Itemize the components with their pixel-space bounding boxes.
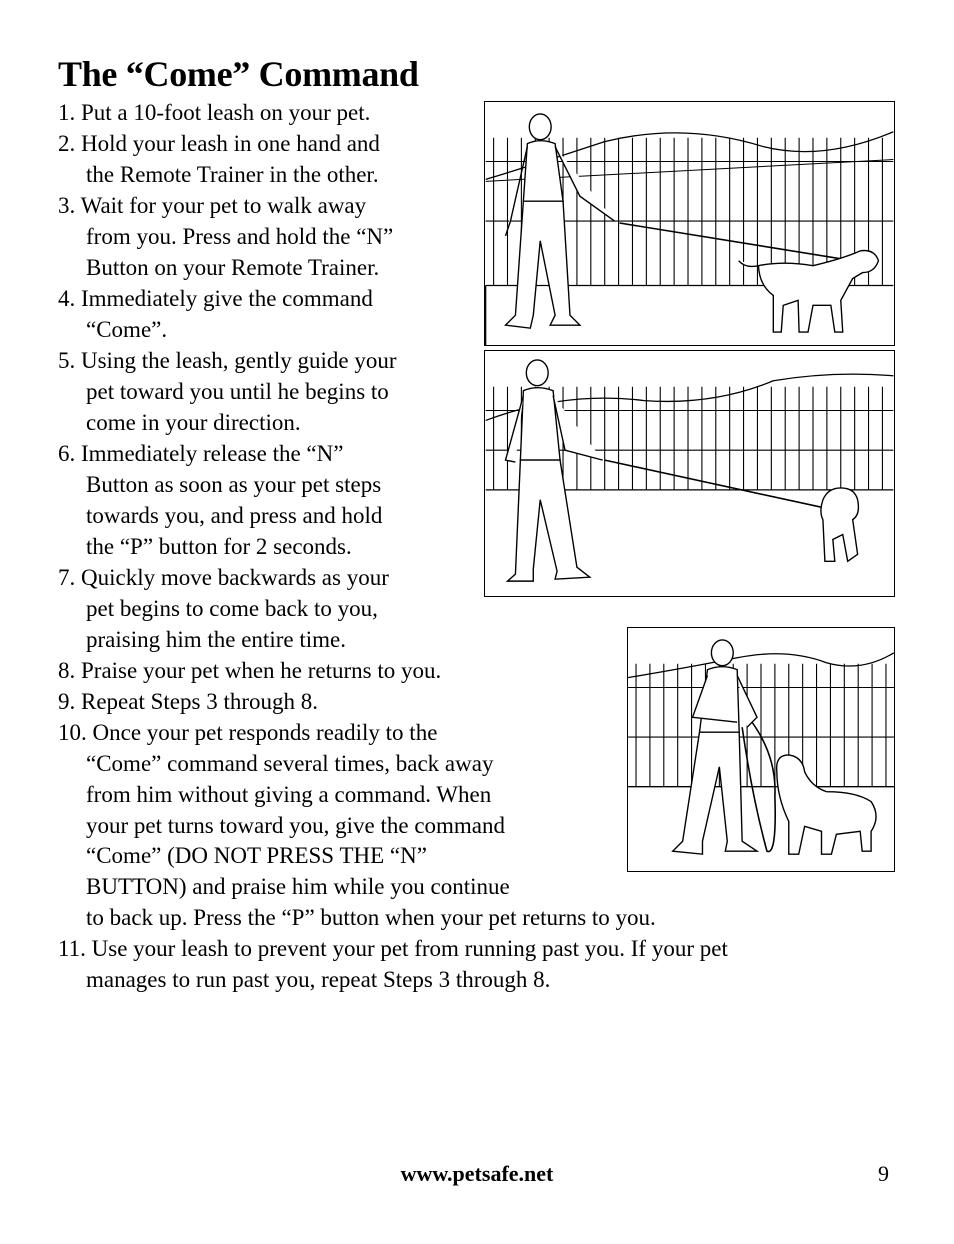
step-5: 5. Using the leash, gently guide your <box>58 348 397 373</box>
step-7-cont: pet begins to come back to you, <box>86 596 378 621</box>
illustration-leash-walk-away <box>484 101 895 346</box>
step-5-cont: come in your direction. <box>86 410 301 435</box>
step-10-cont: from him without giving a command. When <box>86 782 492 807</box>
footer-url: www.petsafe.net <box>400 1161 554 1186</box>
step-9: 9. Repeat Steps 3 through 8. <box>58 689 318 714</box>
step-10-cont: to back up. Press the “P” button when your pet returns to you. <box>86 905 656 930</box>
page-number: 9 <box>878 1161 889 1186</box>
step-2: 2. Hold your leash in one hand and <box>58 131 380 156</box>
step-3-cont: Button on your Remote Trainer. <box>86 255 380 280</box>
step-6-cont: Button as soon as your pet steps <box>86 472 382 497</box>
step-7-cont: praising him the entire time. <box>86 627 346 652</box>
step-6-cont: towards you, and press and hold <box>86 503 383 528</box>
step-4-cont: “Come”. <box>86 317 168 342</box>
step-6-cont: the “P” button for 2 seconds. <box>86 534 352 559</box>
step-10: 10. Once your pet responds readily to the <box>58 720 438 745</box>
step-8: 8. Praise your pet when he returns to you. <box>58 658 442 683</box>
step-10-cont: your pet turns toward you, give the command <box>86 813 506 838</box>
step-10-cont: “Come” command several times, back away <box>86 751 494 776</box>
step-3: 3. Wait for your pet to walk away <box>58 193 367 218</box>
step-7: 7. Quickly move backwards as your <box>58 565 389 590</box>
step-6: 6. Immediately release the “N” <box>58 441 344 466</box>
step-10-cont: BUTTON) and praise him while you continue <box>86 874 510 899</box>
step-2-cont: the Remote Trainer in the other. <box>86 162 379 187</box>
step-5-cont: pet toward you until he begins to <box>86 379 389 404</box>
step-11: 11. Use your leash to prevent your pet from running past you. If your pet <box>58 936 728 961</box>
step-10-cont: “Come” (DO NOT PRESS THE “N” <box>86 843 427 868</box>
page-title: The “Come” Command <box>58 54 419 94</box>
illustration-dog-returns <box>627 627 895 872</box>
step-4: 4. Immediately give the command <box>58 286 373 311</box>
illustration-leash-guide <box>484 350 895 597</box>
step-11-cont: manages to run past you, repeat Steps 3 through 8. <box>86 967 551 992</box>
step-3-cont: from you. Press and hold the “N” <box>86 224 394 249</box>
step-1: 1. Put a 10-foot leash on your pet. <box>58 100 371 125</box>
